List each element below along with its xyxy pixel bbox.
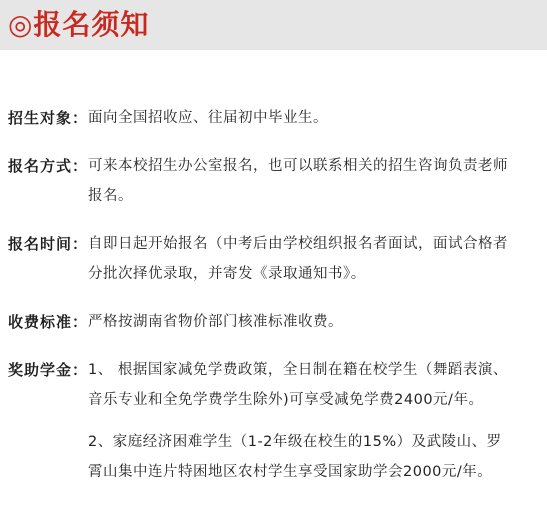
row-enrollment-target xyxy=(8,103,540,133)
text-line: 面向全国招收应、往届初中毕业生。 xyxy=(88,110,328,126)
row-registration-method xyxy=(8,151,540,211)
row-scholarship xyxy=(8,355,540,487)
text-line: 严格按湖南省物价部门核准标准收费。 xyxy=(88,314,343,330)
label-enrollment-target: 招生对象： xyxy=(8,109,89,127)
value-fee-standard xyxy=(88,307,540,337)
scholarship-item-2 xyxy=(88,427,540,487)
label-registration-method: 报名方式： xyxy=(8,157,89,175)
text-line: 2、家庭经济困难学生（1-2年级在校生的15%）及武陵山、罗 xyxy=(88,434,502,450)
row-registration-time xyxy=(8,229,540,289)
notice-content xyxy=(8,103,540,505)
header-bar xyxy=(0,0,547,50)
label-fee-standard: 收费标准： xyxy=(8,313,89,331)
text-line: 可来本校招生办公室报名，也可以联系相关的招生咨询负责老师 xyxy=(88,158,508,174)
row-fee-standard xyxy=(8,307,540,337)
text-line: 报名。 xyxy=(88,188,133,204)
value-enrollment-target xyxy=(88,103,540,133)
value-registration-method xyxy=(88,151,540,211)
text-line: 1、 根据国家减免学费政策，全日制在籍在校学生（舞蹈表演、 xyxy=(88,362,508,378)
text-line: 霄山集中连片特困地区农村学生享受国家助学会2000元/年。 xyxy=(88,464,493,480)
page-title: ◎报名须知 xyxy=(8,8,150,41)
scholarship-item-1 xyxy=(88,355,540,415)
label-registration-time: 报名时间： xyxy=(8,235,89,253)
value-registration-time xyxy=(88,229,540,289)
text-line: 音乐专业和全免学费学生除外)可享受减免学费2400元/年。 xyxy=(88,392,484,408)
value-scholarship xyxy=(88,355,540,487)
text-line: 自即日起开始报名（中考后由学校组织报名者面试，面试合格者 xyxy=(88,236,508,252)
text-line: 分批次择优录取，并寄发《录取通知书》。 xyxy=(88,266,366,282)
label-scholarship: 奖助学金： xyxy=(8,361,89,379)
